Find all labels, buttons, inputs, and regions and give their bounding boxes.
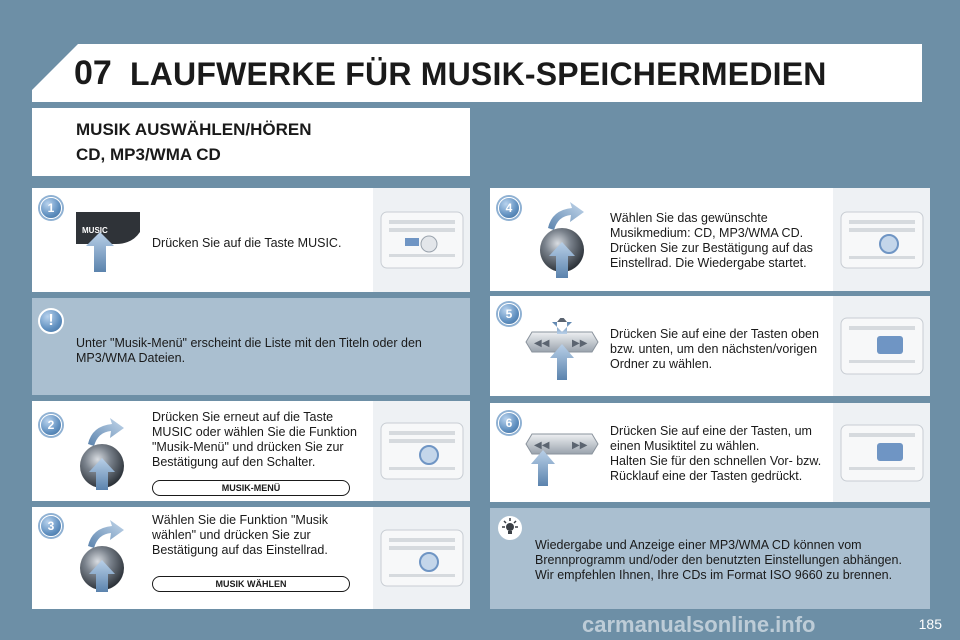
- step-4-line-1: Wählen Sie das gewünschte: [610, 211, 768, 225]
- svg-text:◀◀: ◀◀: [534, 440, 550, 451]
- warning-line-2: MP3/WMA Dateien.: [76, 351, 186, 365]
- step-1-badge: 1: [40, 197, 62, 219]
- step-3-line-2: wählen" und drücken Sie zur: [152, 528, 311, 542]
- warning-line-1: Unter "Musik-Menü" erscheint die Liste mit den Titeln oder den: [76, 336, 422, 350]
- step-3-badge: 3: [40, 515, 62, 537]
- rotary-knob-press-icon: [536, 200, 588, 278]
- radio-thumbnail: [373, 188, 470, 292]
- chapter-number: 07: [74, 54, 112, 92]
- step-5-line-3: Ordner zu wählen.: [610, 357, 713, 371]
- watermark: carmanualsonline.info: [582, 612, 816, 637]
- warning-icon: !: [38, 308, 64, 334]
- radio-thumbnail: [833, 403, 930, 502]
- seek-rocker-updown-icon: [524, 318, 600, 380]
- step-2-line-4: Bestätigung auf den Schalter.: [152, 455, 316, 469]
- step-1-text: Drücken Sie auf die Taste MUSIC.: [152, 236, 342, 250]
- music-key-label: MUSIC: [82, 226, 108, 235]
- section-title-line1: MUSIK AUSWÄHLEN/HÖREN: [76, 120, 312, 139]
- step-4-line-3: Drücken Sie zur Bestätigung auf das: [610, 241, 813, 255]
- tip-line-2: Brennprogramm und/oder den benutzten Einstellungen abhängen.: [535, 553, 902, 567]
- step-6-line-3: Halten Sie für den schnellen Vor- bzw.: [610, 454, 822, 468]
- seek-rocker-leftright-icon: [524, 424, 600, 486]
- radio-thumbnail: [373, 507, 470, 609]
- step-2-line-1: Drücken Sie erneut auf die Taste: [152, 410, 334, 424]
- section-title-line2: CD, MP3/WMA CD: [76, 145, 221, 164]
- step-6-line-2: einen Musiktitel zu wählen.: [610, 439, 760, 453]
- music-button-icon: [72, 210, 144, 274]
- chapter-title: LAUFWERKE FÜR MUSIK-SPEICHERMEDIEN: [130, 56, 827, 92]
- step-2-line-3: "Musik-Menü" und drücken Sie zur: [152, 440, 344, 454]
- tip-line-3: Wir empfehlen Ihnen, Ihre CDs im Format ISO 9660 zu brennen.: [535, 568, 893, 582]
- step-5-badge: 5: [498, 303, 520, 325]
- tip-line-1: Wiedergabe und Anzeige einer MP3/WMA CD können vom: [535, 538, 862, 552]
- step-4-line-4: Einstellrad. Die Wiedergabe startet.: [610, 256, 807, 270]
- step-4-line-2: Musikmedium: CD, MP3/WMA CD.: [610, 226, 804, 240]
- step-6-line-4: Rücklauf eine der Tasten gedrückt.: [610, 469, 803, 483]
- svg-text:▶▶: ▶▶: [572, 440, 588, 451]
- step-6-line-1: Drücken Sie auf eine der Tasten, um: [610, 424, 812, 438]
- step-3-line-1: Wählen Sie die Funktion "Musik: [152, 513, 329, 527]
- step-3-line-3: Bestätigung auf das Einstellrad.: [152, 543, 328, 557]
- step-5-line-1: Drücken Sie auf eine der Tasten oben: [610, 327, 819, 341]
- step-2-badge: 2: [40, 414, 62, 436]
- page-number: 185: [918, 616, 942, 632]
- rotary-knob-press-icon: [76, 416, 128, 490]
- lightbulb-icon: [496, 514, 524, 542]
- svg-text:▶▶: ▶▶: [572, 338, 588, 349]
- radio-thumbnail: [833, 188, 930, 291]
- svg-text:◀◀: ◀◀: [534, 338, 550, 349]
- rotary-knob-press-icon: [76, 518, 128, 592]
- section-title-box: [32, 108, 470, 176]
- step-4-badge: 4: [498, 197, 520, 219]
- radio-thumbnail: [373, 401, 470, 501]
- menu-label-musik-waehlen: MUSIK WÄHLEN: [152, 576, 350, 592]
- step-2-line-2: MUSIC oder wählen Sie die Funktion: [152, 425, 357, 439]
- radio-thumbnail: [833, 296, 930, 396]
- step-6-badge: 6: [498, 412, 520, 434]
- step-5-line-2: bzw. unten, um den nächsten/vorigen: [610, 342, 818, 356]
- menu-label-musik-menu: MUSIK-MENÜ: [152, 480, 350, 496]
